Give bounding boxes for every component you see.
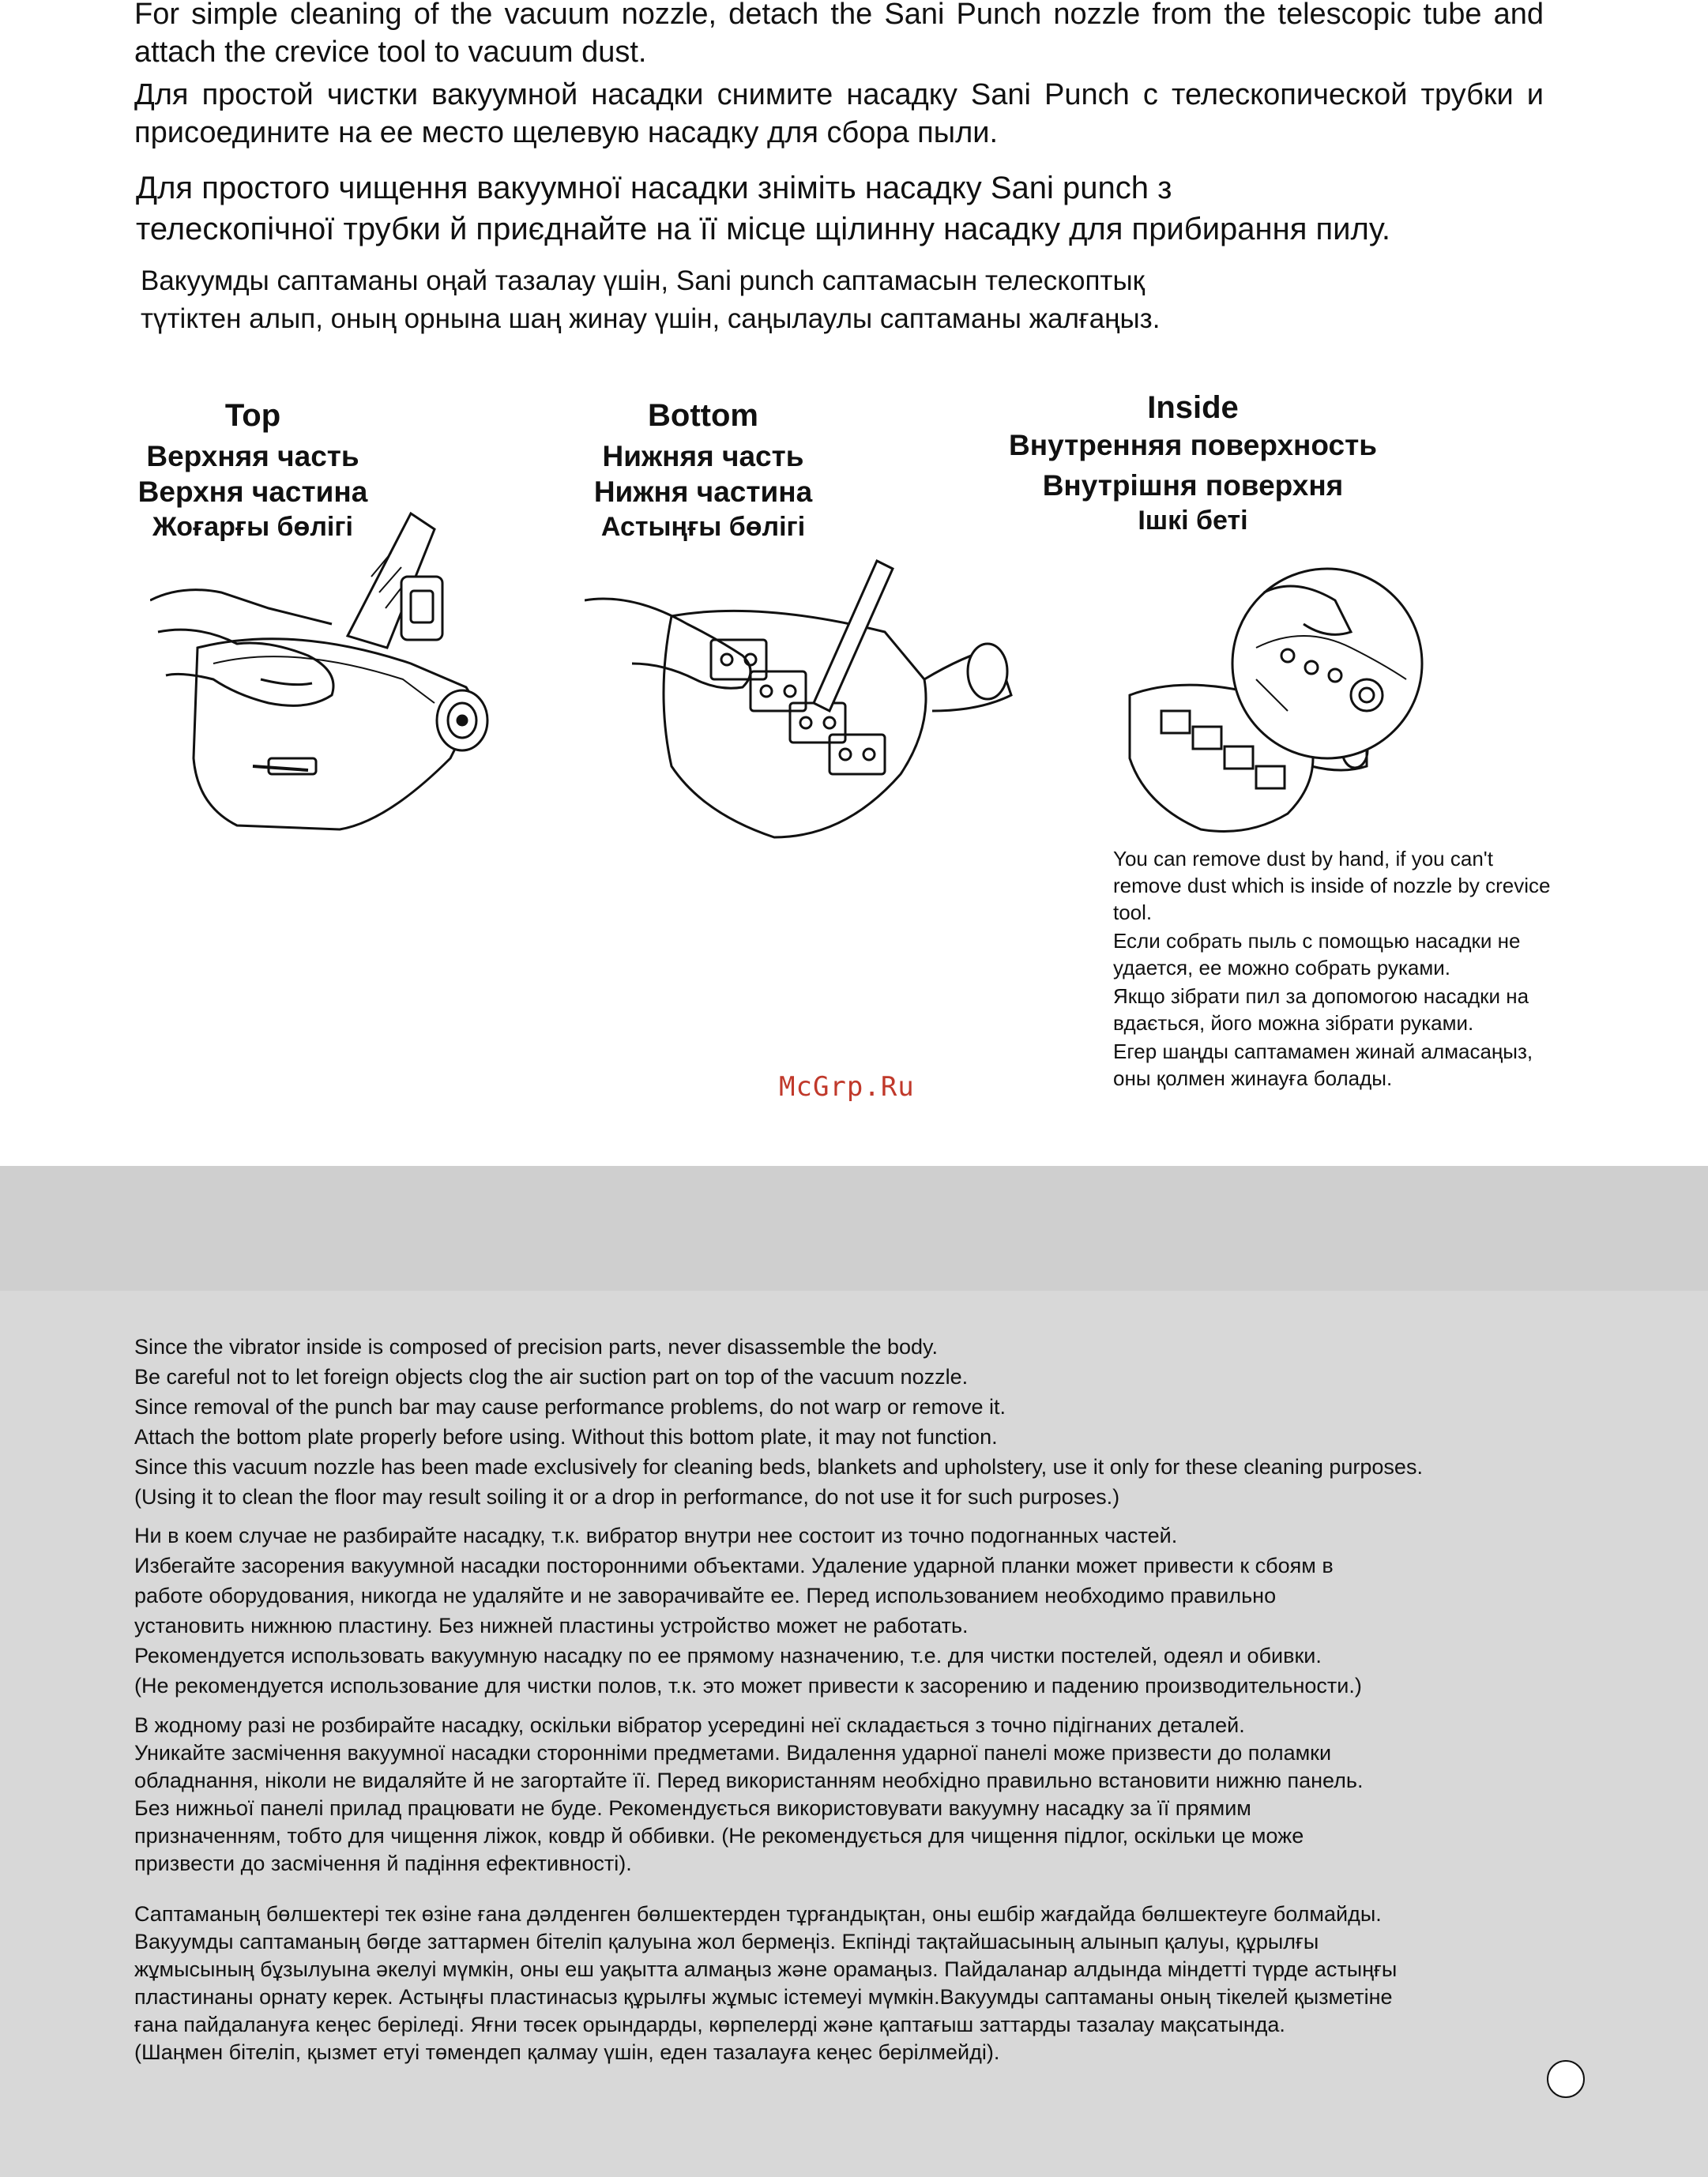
intro-ukrainian-line: Для простого чищення вакуумної насадки зніміть насадку Sani punch з <box>136 171 1172 205</box>
heading-top-kz: Жоғарғы бөлігі <box>152 512 353 542</box>
warning-line: Be careful not to let foreign objects clog the air suction part on top of the vacuum nozzle. <box>134 1365 969 1389</box>
watermark: McGrp.Ru <box>779 1071 915 1103</box>
warning-line: обладнання, ніколи не видаляйте й не загортайте її. Перед використанням необхідно правильно встановити нижню панель. <box>134 1769 1364 1792</box>
heading-bottom <box>577 398 830 545</box>
warning-line: (Using it to clean the floor may result soiling it or a drop in performance, do not use it for such purposes.) <box>134 1485 1120 1509</box>
warnings-ukrainian <box>134 1712 1556 1878</box>
warning-line: Рекомендуется использовать вакуумную насадку по ее прямому назначению, т.е. для чистки постелей, одеял и обивки. <box>134 1644 1322 1668</box>
intro-ukrainian-line: телескопічної трубки й приєднайте на її місце щілинну насадку для прибирання пилу. <box>136 212 1390 246</box>
intro-kazakh-line: түтіктен алып, оның орнына шаң жинау үшін, саңылаулы саптаманы жалғаңыз. <box>141 303 1161 334</box>
note-russian: Если собрать пыль с помощью насадки не удается, ее можно собрать руками. <box>1113 929 1521 979</box>
warning-line: призначенням, тобто для чищення ліжок, ковдр й оббивки. (Не рекомендується для чищення підлог, оскільки це може <box>134 1824 1304 1848</box>
warnings-header-strip <box>0 1166 1708 1291</box>
heading-inside-ua: Внутрішня поверхня <box>1042 469 1344 502</box>
heading-bottom-ua: Нижня частина <box>593 476 813 508</box>
intro-ukrainian <box>136 167 1558 250</box>
warning-line: В жодному разі не розбирайте насадку, оскільки вібратор усередині неї складається з точно підігнаних деталей. <box>134 1713 1245 1737</box>
nozzle-bottom-illustration <box>585 553 1027 853</box>
warning-line: ғана пайдалануға кеңес беріледі. Яғни төсек орындарды, көрпелерді және қаптағыш заттарды тазалау мақсатында. <box>134 2013 1285 2036</box>
page-number-circle <box>1547 2060 1585 2098</box>
note-kazakh: Егер шаңды саптамамен жинай алмасаңыз, оны қолмен жинауға болады. <box>1113 1040 1533 1090</box>
warning-line: Избегайте засорения вакуумной насадки посторонними объектами. Удаление ударной планки может привести к сбоям в <box>134 1554 1334 1577</box>
intro-russian: Для простой чистки вакуумной насадки снимите насадку Sani Punch с телескопической трубки и присоедините на ее место щелевую насадку для сбора пыли. <box>134 78 1544 149</box>
warning-line: работе оборудования, никогда не удаляйте и не заворачивайте ее. Перед использованием необходимо правильно <box>134 1584 1277 1607</box>
warning-line: жұмысының бұзылуына әкелуі мүмкін, оны еш уақытта алмаңыз және орамаңыз. Пайдаланар алдында міндетті түрде астыңғы <box>134 1957 1398 1981</box>
heading-top-ua: Верхня частина <box>137 476 368 508</box>
warning-line: Вакуумды саптаманың бөгде заттармен бітеліп қалуына жол бермеңіз. Екпінді тақтайшасының алынып қалуы, құрылғы <box>134 1930 1319 1953</box>
warning-line: (Шаңмен бітеліп, қызмет етуі төмендеп қалмау үшін, еден тазалауға кеңес берілмейді). <box>134 2040 1000 2064</box>
intro-kazakh-line: Вакуумды саптаманы оңай тазалау үшін, Sani punch саптамасын телескоптық <box>141 265 1145 296</box>
warning-line: пластинаны орнату керек. Астыңғы пластинасыз құрылғы жұмыс істемеуі мүмкін.Вакуумды саптаманы оның тікелей қызметіне <box>134 1985 1393 2009</box>
warning-line: Since the vibrator inside is composed of precision parts, never disassemble the body. <box>134 1335 939 1359</box>
warnings-english <box>134 1332 1556 1512</box>
heading-inside-ru: Внутренняя поверхность <box>1009 429 1377 461</box>
warning-line: Уникайте засмічення вакуумної насадки сторонніми предметами. Видалення ударної панелі може призвести до поламки <box>134 1741 1332 1765</box>
hand-removal-note <box>1113 845 1556 1093</box>
warnings-russian <box>134 1521 1556 1701</box>
heading-inside-en: Inside <box>1147 390 1239 425</box>
heading-inside <box>972 390 1414 539</box>
heading-inside-kz: Ішкі беті <box>1138 506 1248 536</box>
nozzle-top-illustration <box>150 506 514 837</box>
warning-line: Since removal of the punch bar may cause performance problems, do not warp or remove it. <box>134 1395 1006 1419</box>
heading-top-en: Top <box>224 398 281 433</box>
heading-top-ru: Верхняя часть <box>146 440 359 472</box>
intro-english: For simple cleaning of the vacuum nozzle, detach the Sani Punch nozzle from the telescopic tube and attach the crevice tool to vacuum dust. <box>134 0 1544 69</box>
warning-line: Since this vacuum nozzle has been made exclusively for cleaning beds, blankets and upholstery, use it only for these cleaning purposes. <box>134 1455 1423 1479</box>
intro-kazakh <box>141 262 1326 338</box>
note-ukrainian: Якщо зібрати пил за допомогою насадки на вдається, його можна зібрати руками. <box>1113 984 1529 1035</box>
warning-line: (Не рекомендуется использование для чистки полов, т.к. это может привести к засорению и падению производительности.) <box>134 1674 1362 1698</box>
warning-line: Attach the bottom plate properly before using. Without this bottom plate, it may not function. <box>134 1425 998 1449</box>
warning-line: Саптаманың бөлшектері тек өзіне ғана дәлденген бөлшектерден тұрғандықтан, оны ешбір жағдайда бөлшектеуге болмайды. <box>134 1902 1382 1926</box>
warning-line: призвести до засмічення й падіння ефективності). <box>134 1852 632 1875</box>
heading-bottom-ru: Нижняя часть <box>602 440 804 472</box>
heading-bottom-en: Bottom <box>648 398 758 433</box>
note-english: You can remove dust by hand, if you can't remove dust which is inside of nozzle by crevice tool. <box>1113 847 1551 924</box>
nozzle-inside-illustration <box>1114 545 1509 861</box>
warning-line: установить нижнюю пластину. Без нижней пластины устройство может не работать. <box>134 1614 969 1637</box>
heading-bottom-kz: Астыңғы бөлігі <box>600 512 806 542</box>
warning-line: Без нижньої панелі прилад працювати не буде. Рекомендується використовувати вакуумну насадку за її прямим <box>134 1796 1251 1820</box>
warning-line: Ни в коем случае не разбирайте насадку, т.к. вибратор внутри нее состоит из точно подогнанных частей. <box>134 1524 1178 1547</box>
warnings-kazakh <box>134 1901 1556 2066</box>
